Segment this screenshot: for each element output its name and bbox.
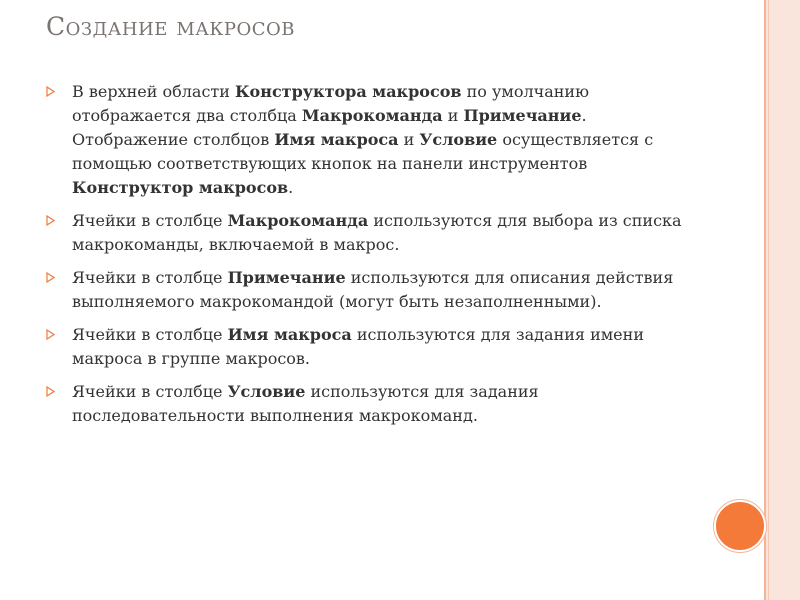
text-segment: используются для задания имени макроса в группе макросов. [72,325,644,368]
bold-term: Макрокоманда [227,211,369,230]
slide-title: Создание макросов [46,12,295,41]
text-segment: . [288,178,294,197]
bold-term: Имя макроса [227,325,352,344]
text-segment: Ячейки в столбце [72,211,228,230]
hollow-triangle-bullet-icon [46,272,56,284]
bullet-item [46,380,686,428]
right-decorative-line-thin [768,0,769,600]
text-segment: Ячейки в столбце [72,382,228,401]
bold-term: Примечание [463,106,582,125]
orange-circle-icon [714,500,766,552]
bold-term: Конструктор макросов [72,178,289,197]
text-segment: используются для задания последовательности выполнения макрокоманд. [72,382,539,425]
text-segment: Ячейки в столбце [72,268,228,287]
text-segment: по умолчанию отображается два столбца [72,82,589,125]
text-segment: осуществляется с помощью соответствующих кнопок на панели инструментов [72,130,654,173]
text-segment: используются для выбора из списка макрокоманды, включаемой в макрос. [72,211,682,254]
bold-term: Примечание [227,268,346,287]
bold-term: Макрокоманда [301,106,443,125]
bold-term: Условие [419,130,498,149]
bullet-list [46,80,686,437]
text-segment: Ячейки в столбце [72,325,228,344]
text-segment: . Отображение столбцов [72,106,587,149]
bold-term: Условие [227,382,306,401]
text-segment: В верхней области [72,82,235,101]
bold-term: Имя макроса [274,130,399,149]
bullet-item [46,209,686,257]
text-segment: и [398,130,420,149]
hollow-triangle-bullet-icon [46,215,56,227]
right-decorative-band [766,0,800,600]
bullet-item [46,323,686,371]
hollow-triangle-bullet-icon [46,86,56,98]
bullet-item [46,266,686,314]
bold-term: Конструктора макросов [235,82,462,101]
right-decorative-line [764,0,766,600]
hollow-triangle-bullet-icon [46,386,56,398]
hollow-triangle-bullet-icon [46,329,56,341]
bullet-item [46,80,686,200]
text-segment: используются для описания действия выполняемого макрокомандой (могут быть незаполненными). [72,268,674,311]
text-segment: и [442,106,464,125]
